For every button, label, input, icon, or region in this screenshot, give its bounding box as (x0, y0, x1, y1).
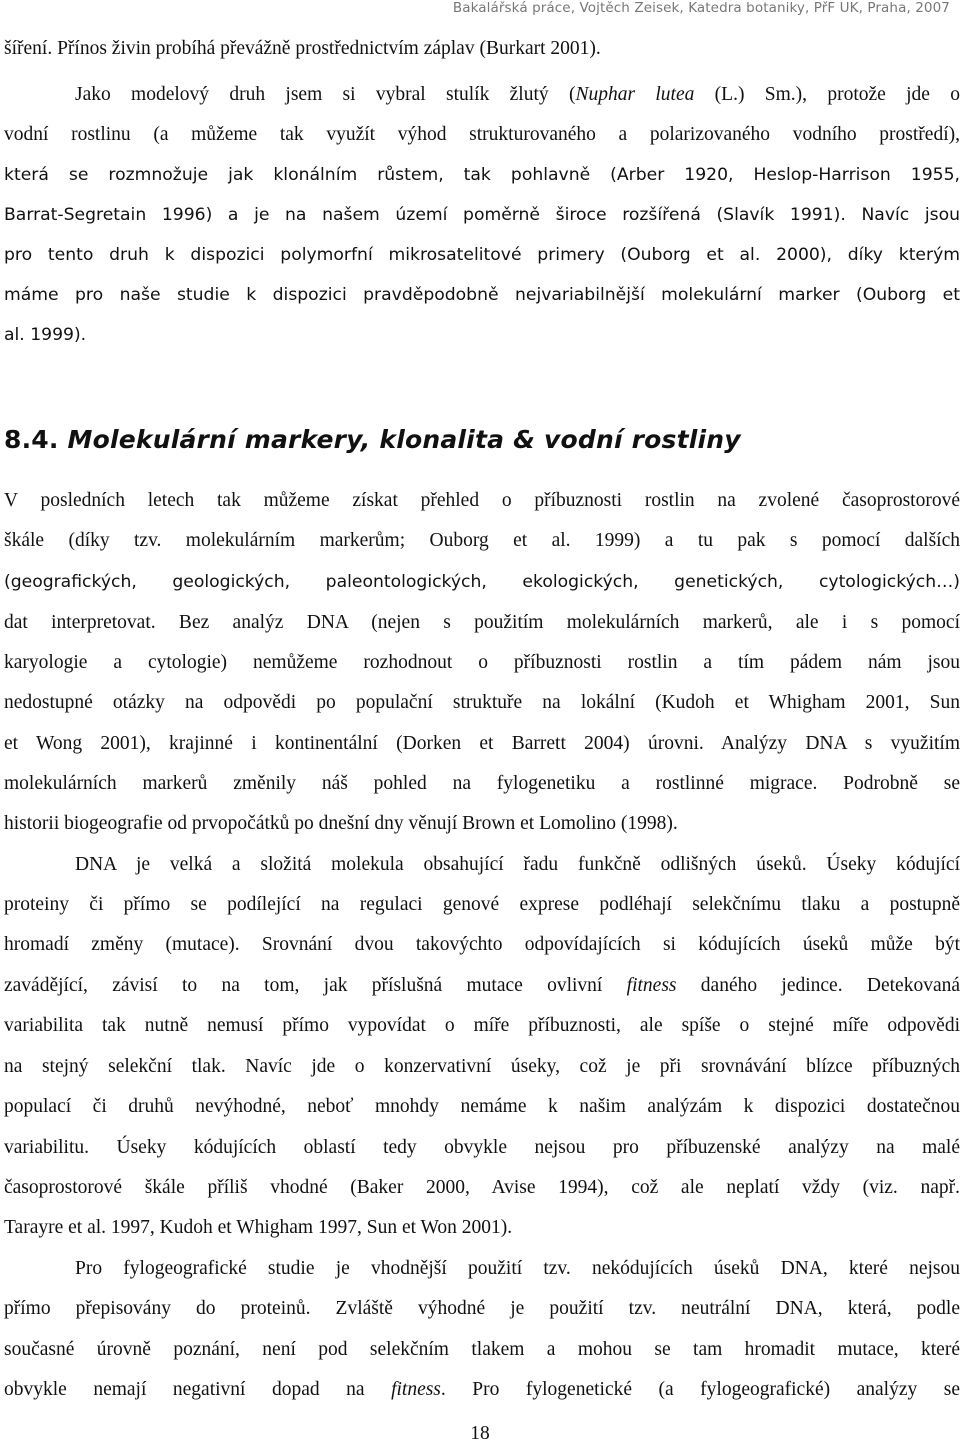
text-line: na stejný selekční tlak. Navíc jde o konzervativní úseky, což je při srovnávání blízce příbuzných (4, 1056, 960, 1077)
text-line: hromadí změny (mutace). Srovnání dvou takovýchto odpovídajících si kódujících úseků může být (4, 934, 960, 955)
text-line: Tarayre et al. 1997, Kudoh et Whigham 1997, Sun et Won 2001). (4, 1217, 513, 1238)
text-line: DNA je velká a složitá molekula obsahující řadu funkčně odlišných úseků. Úseky kódující (75, 854, 960, 875)
fitness-term: fitness (391, 1379, 441, 1400)
page-number: 18 (470, 1423, 490, 1444)
species-name: Nuphar lutea (575, 84, 695, 105)
text-line: škále (díky tzv. molekulárním markerům; Ouborg et al. 1999) a tu pak s pomocí dalších (4, 530, 960, 551)
fitness-term: fitness (626, 975, 677, 996)
text-line: variabilita tak nutně nemusí přímo vypovídat o míře příbuznosti, ale spíše o stejné míře odpovědi (4, 1015, 960, 1036)
text-line: pro tento druh k dispozici polymorfní mikrosatelitové primery (Ouborg et al. 2000), díky kterým (4, 245, 960, 265)
text-line: karyologie a cytologie) nemůžeme rozhodnout o příbuznosti rostlin a tím pádem nám jsou (4, 652, 960, 673)
text-span: . Pro fylogenetické (a fylogeografické) analýzy se (440, 1379, 960, 1400)
text-line: proteiny či přímo se podílející na regulaci genové exprese podléhají selekčnímu tlaku a postupně (4, 894, 960, 915)
text-line (4, 1377, 960, 1403)
text-line: která se rozmnožuje jak klonálním růstem, tak pohlavně (Arber 1920, Heslop-Harrison 1955, (4, 165, 960, 185)
text-line: šíření. Přínos živin probíhá převážně prostřednictvím záplav (Burkart 2001). (4, 38, 601, 59)
text-line: přímo přepisovány do proteinů. Zvláště výhodné je použití tzv. neutrální DNA, která, podle (4, 1298, 960, 1319)
text-line: V posledních letech tak můžeme získat přehled o příbuznosti rostlin na zvolené časoprostorové (4, 490, 960, 511)
text-line: vodní rostlinu (a můžeme tak využít výhod strukturovaného a polarizovaného vodního prostředí), (4, 124, 960, 145)
text-line: dat interpretovat. Bez analýz DNA (nejen s použitím molekulárních markerů, ale i s pomocí (4, 612, 960, 633)
running-header: Bakalářská práce, Vojtěch Zeisek, Katedra botaniky, PřF UK, Praha, 2007 (452, 0, 950, 16)
text-line (4, 973, 960, 999)
text-line: populací či druhů nevýhodné, neboť mnohdy nemáme k našim analýzám k dispozici dostatečnou (4, 1096, 960, 1117)
text-line: nedostupné otázky na odpovědi po populační struktuře na lokální (Kudoh et Whigham 2001, Sun (4, 692, 960, 713)
text-line: al. 1999). (4, 325, 87, 345)
text-span: zavádějící, závisí to na tom, jak příslušná mutace ovlivní (4, 975, 627, 996)
text-line: máme pro naše studie k dispozici pravděpodobně nejvariabilnější molekulární marker (Ouborg et (4, 285, 960, 305)
text-line: současné úrovně poznání, není pod selekčním tlakem a mohou se tam hromadit mutace, které (4, 1339, 960, 1360)
text-line: časoprostorové škále příliš vhodné (Baker 2000, Avise 1994), což ale neplatí vždy (viz. např. (4, 1177, 960, 1198)
text-span: (L.) Sm.), protože jde o (694, 84, 960, 105)
section-heading (4, 425, 741, 454)
text-line: Pro fylogeografické studie je vhodnější použití tzv. nekódujících úseků DNA, které nejsou (75, 1258, 960, 1279)
text-line (75, 82, 960, 108)
section-title: Molekulární markery, klonalita & vodní rostliny (67, 425, 741, 454)
text-line: Barrat-Segretain 1996) a je na našem území poměrně široce rozšířená (Slavík 1991). Navíc jsou (4, 205, 960, 225)
section-number: 8.4. (4, 425, 59, 454)
text-line: historii biogeografie od prvopočátků po dnešní dny věnují Brown et Lomolino (1998). (4, 813, 678, 834)
text-line: (geografických, geologických, paleontologických, ekologických, genetických, cytologických…) (4, 572, 960, 592)
text-line: molekulárních markerů změnily náš pohled na fylogenetiku a rostlinné migrace. Podrobně se (4, 773, 960, 794)
text-span: Jako modelový druh jsem si vybral stulík žlutý ( (75, 84, 576, 105)
text-line: variabilitu. Úseky kódujících oblastí tedy obvykle nejsou pro příbuzenské analýzy na malé (4, 1137, 960, 1158)
text-span: obvykle nemají negativní dopad na (4, 1379, 392, 1400)
text-line: et Wong 2001), krajinné i kontinentální (Dorken et Barrett 2004) úrovni. Analýzy DNA s využitím (4, 733, 960, 754)
text-span: daného jedince. Detekovaná (676, 975, 960, 996)
